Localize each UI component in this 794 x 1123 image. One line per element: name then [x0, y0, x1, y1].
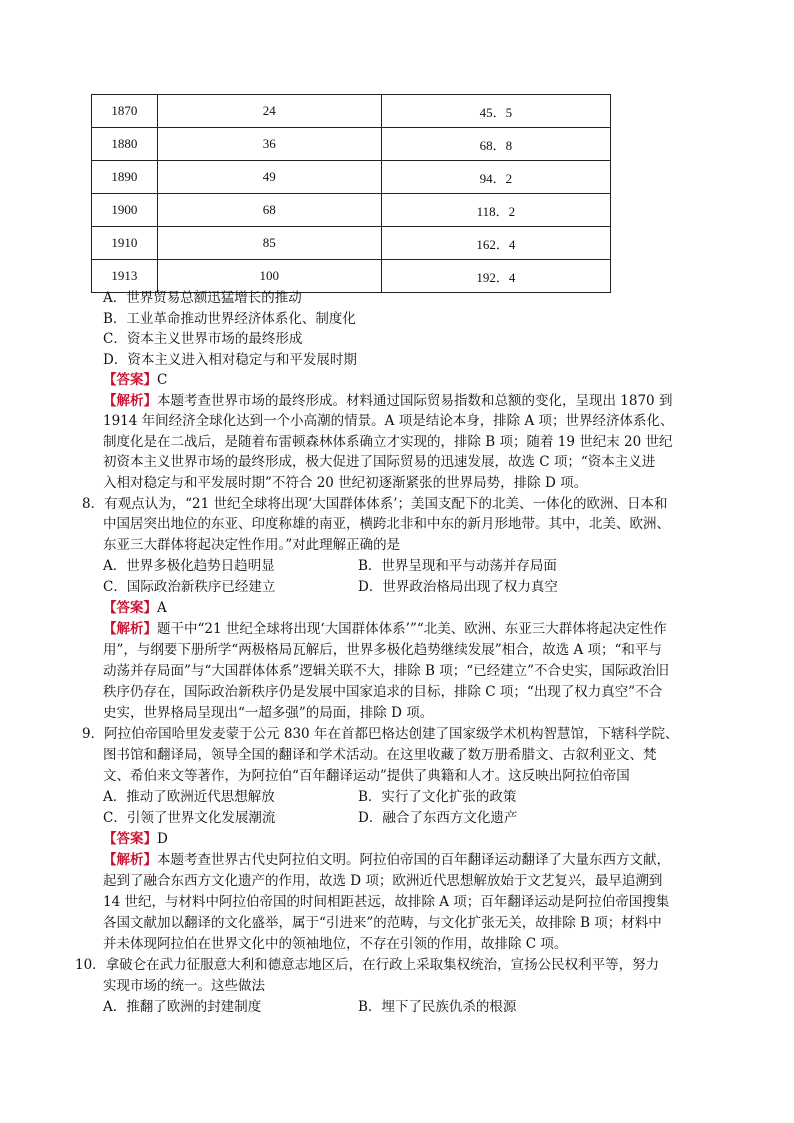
q9-stem: 9．阿拉伯帝国哈里发麦蒙于公元 830 年在首都巴格达创建了国家级学术机构智慧馆，下辖科学院、	[82, 726, 679, 742]
q8-analysis-line: 史实，世界格局呈现出“一超多强”的局面，排除 D 项。	[103, 705, 434, 721]
year-cell: 1890	[92, 161, 158, 194]
answer-value: D	[157, 831, 168, 847]
table-row	[92, 95, 611, 128]
year-cell: 1910	[92, 227, 158, 260]
answer-tag: 【答案】	[103, 372, 157, 388]
q7-analysis-line: 初资本主义世界市场的最终形成，极大促进了国际贸易的迅速发展，故选 C 项；“资本主义进	[103, 454, 656, 470]
answer-tag: 【答案】	[103, 600, 157, 616]
table-row	[92, 194, 611, 227]
q8-stem: 8．有观点认为，“21 世纪全球将出现‘大国群体体系’；美国支配下的北美、一体化的欧洲、日本和	[82, 496, 668, 512]
table-row	[92, 161, 611, 194]
table-row	[92, 128, 611, 161]
answer-value: A	[157, 600, 167, 616]
q7-answer	[103, 370, 167, 390]
q9-option-d: D．融合了东西方文化遗产	[358, 810, 518, 826]
analysis-tag: 【解析】	[103, 852, 157, 868]
index-cell: 85	[157, 227, 381, 260]
trade-index-table	[91, 94, 611, 293]
year-cell: 1880	[92, 128, 158, 161]
q7-option-c: C．资本主义世界市场的最终形成	[103, 331, 303, 347]
q8-analysis-line: 秩序仍存在，国际政治新秩序仍是发展中国家追求的目标，排除 C 项；“出现了权力真空”不合	[103, 684, 663, 700]
q9-analysis-line: 起到了融合东西方文化遗产的作用，故选 D 项；欧洲近代思想解放始于文艺复兴，最早追溯到	[103, 873, 663, 889]
total-cell: 94．2	[381, 161, 610, 194]
q9-answer	[103, 829, 168, 849]
q8-answer	[103, 598, 167, 618]
q9-analysis-line: 14 世纪，与材料中阿拉伯帝国的时间相距甚远，故排除 A 项；百年翻译运动是阿拉伯帝国搜集	[103, 894, 670, 910]
q9-analysis-line: 并未体现阿拉伯在世界文化中的领袖地位，不存在引领的作用，故排除 C 项。	[103, 936, 568, 952]
q9-stem: 图书馆和翻译局，领导全国的翻译和学术活动。在这里收藏了数万册希腊文、古叙利亚文、梵	[103, 747, 657, 763]
q10-stem: 实现市场的统一。这些做法	[103, 978, 265, 994]
index-cell: 24	[157, 95, 381, 128]
q7-option-d: D．资本主义进入相对稳定与和平发展时期	[103, 352, 357, 368]
q8-stem: 东亚三大群体将起决定性作用。”对此理解正确的是	[103, 537, 401, 553]
q7-analysis-line: 1914 年间经济全球化达到一个小高潮的情景。A 项是结论本身，排除 A 项；世界经济体系化、	[103, 413, 674, 429]
q9-option-a: A．推动了欧洲近代思想解放	[103, 789, 275, 805]
total-cell: 68．8	[381, 128, 610, 161]
q9-stem: 文、希伯来文等著作，为阿拉伯“百年翻译运动”提供了典籍和人才。这反映出阿拉伯帝国	[103, 768, 630, 784]
q9-analysis-line: 各国文献加以翻译的文化盛举，属于“引进来”的范畴，与文化扩张无关，故排除 B 项；材料中	[103, 915, 662, 931]
q7-analysis-line: 制度化是在二战后，是随着布雷顿森林体系确立才实现的，排除 B 项；随着 19 世纪末 20 世纪	[103, 434, 673, 450]
table-row	[92, 227, 611, 260]
q10-option-b: B．埋下了民族仇杀的根源	[358, 999, 517, 1015]
total-cell: 192．4	[381, 260, 610, 293]
q8-option-c: C．国际政治新秩序已经建立	[103, 579, 276, 595]
q8-option-d: D．世界政治格局出现了权力真空	[358, 579, 558, 595]
q9-option-b: B．实行了文化扩张的政策	[358, 789, 517, 805]
answer-tag: 【答案】	[103, 831, 157, 847]
q8-option-a: A．世界多极化趋势日趋明显	[103, 558, 275, 574]
q9-analysis-line: 【解析】本题考查世界古代史阿拉伯文明。阿拉伯帝国的百年翻译运动翻译了大量东西方文献，	[103, 852, 670, 868]
q7-option-b: B．工业革命推动世界经济体系化、制度化	[103, 311, 356, 327]
q10-stem: 10．拿破仑在武力征服意大利和德意志地区后，在行政上采取集权统治，宣扬公民权利平等，努力	[75, 957, 660, 973]
total-cell: 45．5	[381, 95, 610, 128]
index-cell: 68	[157, 194, 381, 227]
q9-option-c: C．引领了世界文化发展潮流	[103, 810, 276, 826]
year-cell: 1900	[92, 194, 158, 227]
q10-option-a: A．推翻了欧洲的封建制度	[103, 999, 262, 1015]
analysis-tag: 【解析】	[103, 393, 157, 409]
index-cell: 36	[157, 128, 381, 161]
q8-analysis-line: 【解析】题干中“21 世纪全球将出现‘大国群体体系’”“北美、欧洲、东亚三大群体将起决定性作	[103, 621, 667, 637]
q8-analysis-line: 动荡并存局面”与“大国群体体系”逻辑关联不大，排除 B 项；“已经建立”不合史实，国际政治旧	[103, 663, 670, 679]
q8-analysis-line: 用”，与纲要下册所学“两极格局瓦解后，世界多极化趋势继续发展”相合，故选 A 项；“和平与	[103, 642, 662, 658]
year-cell: 1913	[92, 260, 158, 293]
index-cell: 49	[157, 161, 381, 194]
analysis-tag: 【解析】	[103, 621, 157, 637]
q8-stem: 中国居突出地位的东亚、印度称雄的南亚，横跨北非和中东的新月形地带。其中，北美、欧洲、	[103, 516, 670, 532]
q7-analysis-line: 【解析】本题考查世界市场的最终形成。材料通过国际贸易指数和总额的变化，呈现出 1870 到	[103, 393, 673, 409]
total-cell: 162．4	[381, 227, 610, 260]
year-cell: 1870	[92, 95, 158, 128]
total-cell: 118．2	[381, 194, 610, 227]
answer-value: C	[157, 372, 168, 388]
index-cell: 100	[157, 260, 381, 293]
q7-analysis-line: 入相对稳定与和平发展时期”不符合 20 世纪初逐渐紧张的世界局势，排除 D 项。	[103, 475, 588, 491]
q7-option-a: A．世界贸易总额迅猛增长的推动	[103, 290, 302, 306]
q8-option-b: B．世界呈现和平与动荡并存局面	[358, 558, 557, 574]
